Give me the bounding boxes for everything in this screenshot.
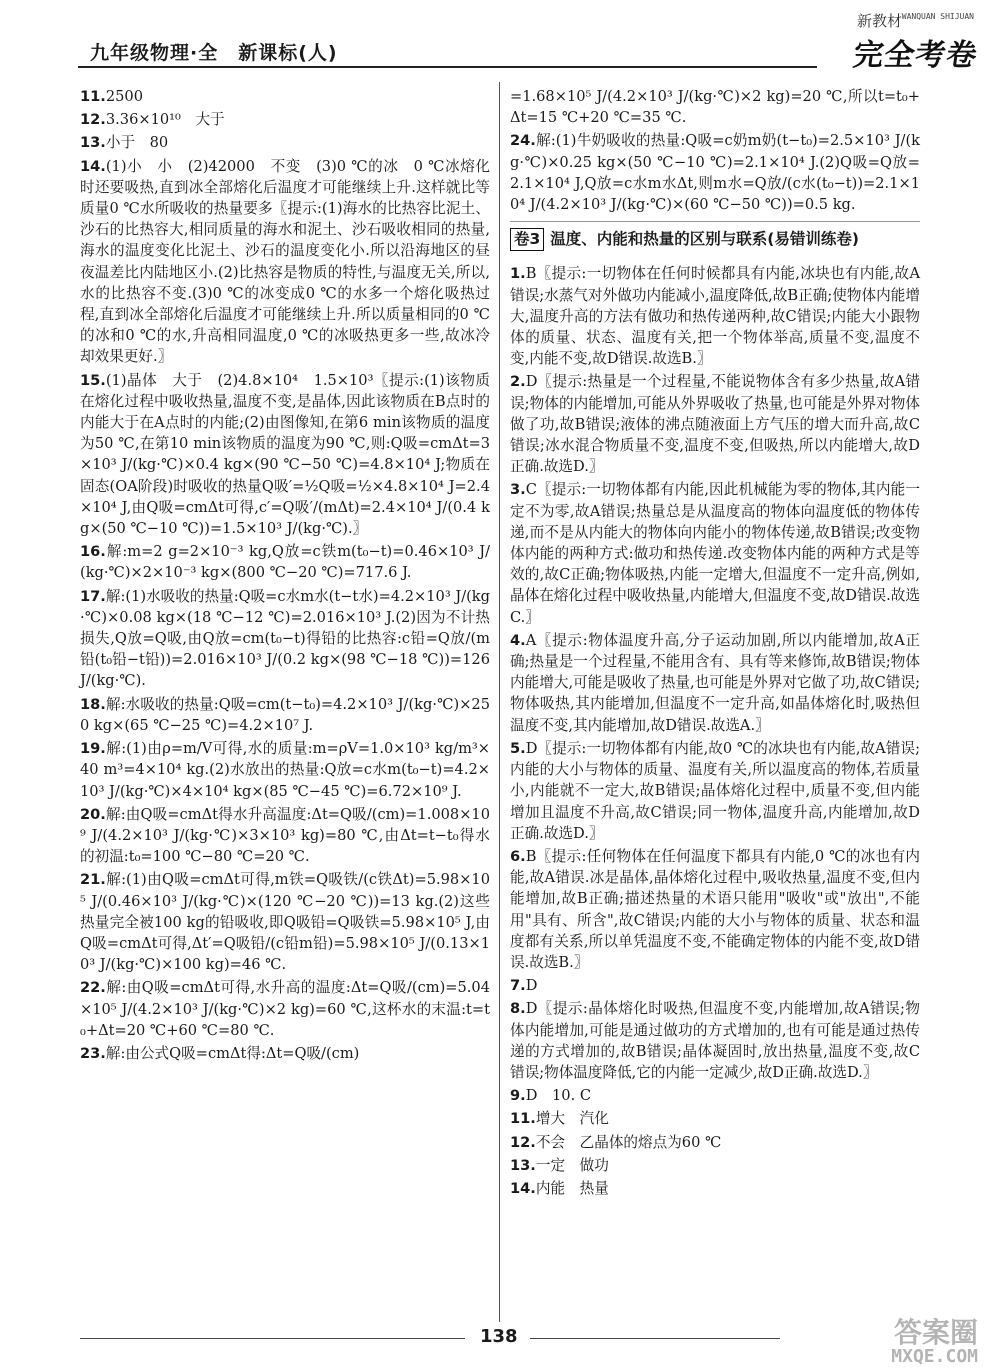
answer-item: 14.内能 热量 [510,1179,609,1197]
answer-item: 20.解:由Q吸=cmΔt得水升高温度:Δt=Q吸/(cm)=1.008×10⁹ J/(4.2×10³ J/(kg·℃)×3×10³ kg)=80 ℃,由Δt=t−t₀得水的初温:t₀=100 ℃−80 ℃=20 ℃. [80,805,490,866]
answer-item: 13.一定 做功 [510,1156,609,1174]
section-tag: 卷3 [510,228,544,251]
watermark-text: 答案圈 [893,1316,978,1349]
answer-item: 12.3.36×10¹⁰ 大于 [80,111,225,129]
watermark-url: MXQE.COM [891,1346,978,1367]
answer-item: 16.解:m=2 g=2×10⁻³ kg,Q放=c铁m(t₀−t)=0.46×10³ J/(kg·℃)×2×10⁻³ kg×(800 ℃−20 ℃)=717.6 J. [80,543,490,582]
answer-item: 8.D〖提示:晶体熔化时吸热,但温度不变,内能增加,故A错误;物体内能增加,可能是通过做功的方式增加的,也有可能是通过热传递的方式增加的,故B错误;晶体凝固时,放出热量,温度不变,故C错误;物体温度降低,它的内能一定减少,故D正确.故选D.〗 [510,1000,920,1081]
answer-item: 11.2500 [80,88,143,105]
answer-item: 12.不会 乙晶体的熔点为60 ℃ [510,1133,722,1151]
answer-item: 18.解:水吸收的热量:Q吸=cm(t−t₀)=4.2×10³ J/(kg·℃)×250 kg×(65 ℃−25 ℃)=4.2×10⁷ J. [80,695,490,734]
column-divider [499,82,500,1322]
page-number: 138 [480,1326,518,1347]
answer-item: 23.解:由公式Q吸=cmΔt得:Δt=Q吸/(cm) [80,1044,360,1062]
answer-item: 14.(1)小 小 (2)42000 不变 (3)0 ℃的冰 0 ℃冰熔化时还要吸热,直到冰全部熔化后温度才可能继续上升.这样就比等质量0 ℃水所吸收的热量要多〖提示:(1)海水的比热容比泥土、沙石的比热容大,相同质量的海水和泥土、沙石吸收相同的热量,海水的温度变化比泥土、沙石的温度变化小.所以沿海地区的昼夜温差比内陆地区小.(2)比热容是物质的特性,与温度无关,所以,水的比热容不变.(3)0 ℃的冰变成0 ℃的水多一个熔化吸热过程,直到冰全部熔化后温度才可能继续上升.所以质量相同的0 ℃的冰和0 ℃的水,升高相同温度,0 ℃的冰吸热更多一些,故冰冷却效果更好.〗 [80,157,490,366]
page-footer [80,1316,982,1367]
answer-item: 1.B〖提示:一切物体在任何时候都具有内能,冰块也有内能,故A错误;水蒸气对外做功内能减小,温度降低,故B正确;使物体内能增大,温度升高的方法有做功和热传递两种,故C错误;内能大小跟物体的质量、状态、温度有关,把一个物体举高,质量不变,温度不变,内能不变,故D错误.故选B.〗 [510,265,920,368]
answer-item: 19.解:(1)由ρ=m/V可得,水的质量:m=ρV=1.0×10³ kg/m³×40 m³=4×10⁴ kg.(2)水放出的热量:Q放=c水m(t₀−t)=4.2×10³ J/(kg·℃)×4×10⁴ kg×(85 ℃−45 ℃)=6.72×10⁹ J. [80,740,490,800]
answer-item: 4.A〖提示:物体温度升高,分子运动加剧,所以内能增加,故A正确;热量是一个过程量,不能用含有、具有等来修饰,故B错误;物体内能增大,可能是吸收了热量,也可能是外界对它做了功,故C错误;物体吸热,其内能增加,但温度不一定升高,如晶体熔化时,吸热但温度不变,其内能增加,故D错误.故选A.〗 [510,631,920,734]
answer-item: 22.解:由Q吸=cmΔt可得,水升高的温度:Δt=Q吸/(cm)=5.04×10⁵ J/(4.2×10³ J/(kg·℃)×2 kg)=60 ℃,这杯水的末温:t=t₀+Δt=20 ℃+60 ℃=80 ℃. [80,979,490,1039]
watermark-logo [788,1318,978,1366]
header-title: 九年级物理·全 新课标(人) [90,42,338,64]
answer-item: 21.解:(1)由Q吸=cmΔt可得,m铁=Q吸铁/(c铁Δt)=5.98×10⁵ J/(0.46×10³ J/(kg·℃)×(120 ℃−20 ℃))=13 kg.(2)这些热量完全被100 kg的铅吸收,即Q吸铅=Q吸铁=5.98×10⁵ J,由Q吸=cmΔt可得,Δt′=Q吸铅/(c铅m铅)=5.98×10⁵ J/(0.13×10³ J/(kg·℃)×100 kg)=46 ℃. [80,871,490,974]
answer-item: 13.小于 80 [80,134,169,152]
answer-item: 7.D [510,977,538,995]
right-column [510,86,920,1201]
answer-item: 5.D〖提示:一切物体都有内能,故0 ℃的冰块也有内能,故A错误;内能的大小与物体的质量、温度有关,所以温度高的物体,若质量小,内能就不一定大,故B错误;晶体熔化过程中,质量不变,但内能增加且温度不升高,故C错误;同一物体,温度升高,内能增加,故D正确.故选D.〗 [510,739,920,842]
section-heading [510,221,920,257]
section-title: 温度、内能和热量的区别与联系(易错训练卷) [550,230,859,249]
answer-item: 9.D 10. C [510,1087,592,1105]
answer-item: 3.C〖提示:一切物体都有内能,因此机械能为零的物体,其内能一定不为零,故A错误;热量总是从温度高的物体向温度低的物体传递,而不是从内能大的物体向内能小的物体传递,故B错误;改变物体内能的两种方式:做功和热传递.改变物体内能的两种方式是等效的,故C正确;物体吸热,内能一定增大,但温度不一定升高,例如,晶体在熔化过程中吸收热量,内能增大,但温度不变,故D错误.故选C.〗 [510,481,920,626]
left-column [80,86,490,1066]
brand-top-text: 新教材 [856,12,902,30]
page-header [78,0,982,73]
header-rule [78,66,817,68]
answer-item: 11.增大 汽化 [510,1110,609,1128]
brand-main-text: 完全考卷 [851,38,980,73]
footer-rule-right [530,1338,780,1339]
answer-item: 6.B〖提示:任何物体在任何温度下都具有内能,0 ℃的冰也有内能,故A错误.冰是晶体,晶体熔化过程中,吸收热量,温度不变,但内能增加,故B正确;描述热量的术语只能用"吸收"或"放出",不能用"具有、所含",故C错误;内能的大小与物体的质量、状态和温度都有关系,所以单凭温度不变,不能确定物体的内能不变,故D错误.故选B.〗 [510,847,920,971]
brand-logo [812,8,982,73]
answer-item: 17.解:(1)水吸收的热量:Q吸=c水m水(t−t水)=4.2×10³ J/(kg·℃)×0.08 kg×(18 ℃−12 ℃)=2.016×10³ J.(2)因为不计热损失,Q放=Q吸,由Q放=cm(t₀−t)得铅的比热容:c铅=Q放/(m铅(t₀铅−t铅))=2.016×10³ J/(0.2 kg×(98 ℃−18 ℃))=126 J/(kg·℃). [80,587,490,690]
answer-item: 15.(1)晶体 大于 (2)4.8×10⁴ 1.5×10³〖提示:(1)该物质在熔化过程中吸收热量,温度不变,是晶体,因此该物质在B点时的内能大于在A点时的内能;(2)由图像知,在第6 min该物质的温度为50 ℃,在第10 min该物质的温度为90 ℃,则:Q吸=cmΔt=3×10³ J/(kg·℃)×0.4 kg×(90 ℃−50 ℃)=4.8×10⁴ J;物质在固态(OA阶段)时吸收的热量Q吸′=½Q吸=½×4.8×10⁴ J=2.4×10⁴ J,由Q吸=cmΔt可得,c′=Q吸′/(mΔt)=2.4×10⁴ J/(0.4 kg×(50 ℃−10 ℃))=1.5×10³ J/(kg·℃).〗 [80,371,490,538]
answer-item: =1.68×10⁵ J/(4.2×10³ J/(kg·℃)×2 kg)=20 ℃,所以t=t₀+Δt=15 ℃+20 ℃=35 ℃. [510,88,920,127]
footer-rule-left [80,1338,465,1339]
brand-pinyin: WANQUAN SHIJUAN [901,12,974,21]
answer-item: 2.D〖提示:热量是一个过程量,不能说物体含有多少热量,故A错误;物体的内能增加,可能从外界吸收了热量,也可能是外界对物体做了功,故B错误;液体的沸点随液面上方气压的增大而升高,故C错误;冰水混合物质量不变,温度不变,但吸热,所以内能增大,故D正确.故选D.〗 [510,373,920,476]
answer-item: 24.解:(1)牛奶吸收的热量:Q吸=c奶m奶(t−t₀)=2.5×10³ J/(kg·℃)×0.25 kg×(50 ℃−10 ℃)=2.1×10⁴ J.(2)Q吸=Q放=2.1×10⁴ J,Q放=c水m水Δt,则m水=Q放/(c水(t₀−t))=2.1×10⁴ J/(4.2×10³ J/(kg·℃)×(60 ℃−50 ℃))=0.5 kg. [510,132,920,214]
